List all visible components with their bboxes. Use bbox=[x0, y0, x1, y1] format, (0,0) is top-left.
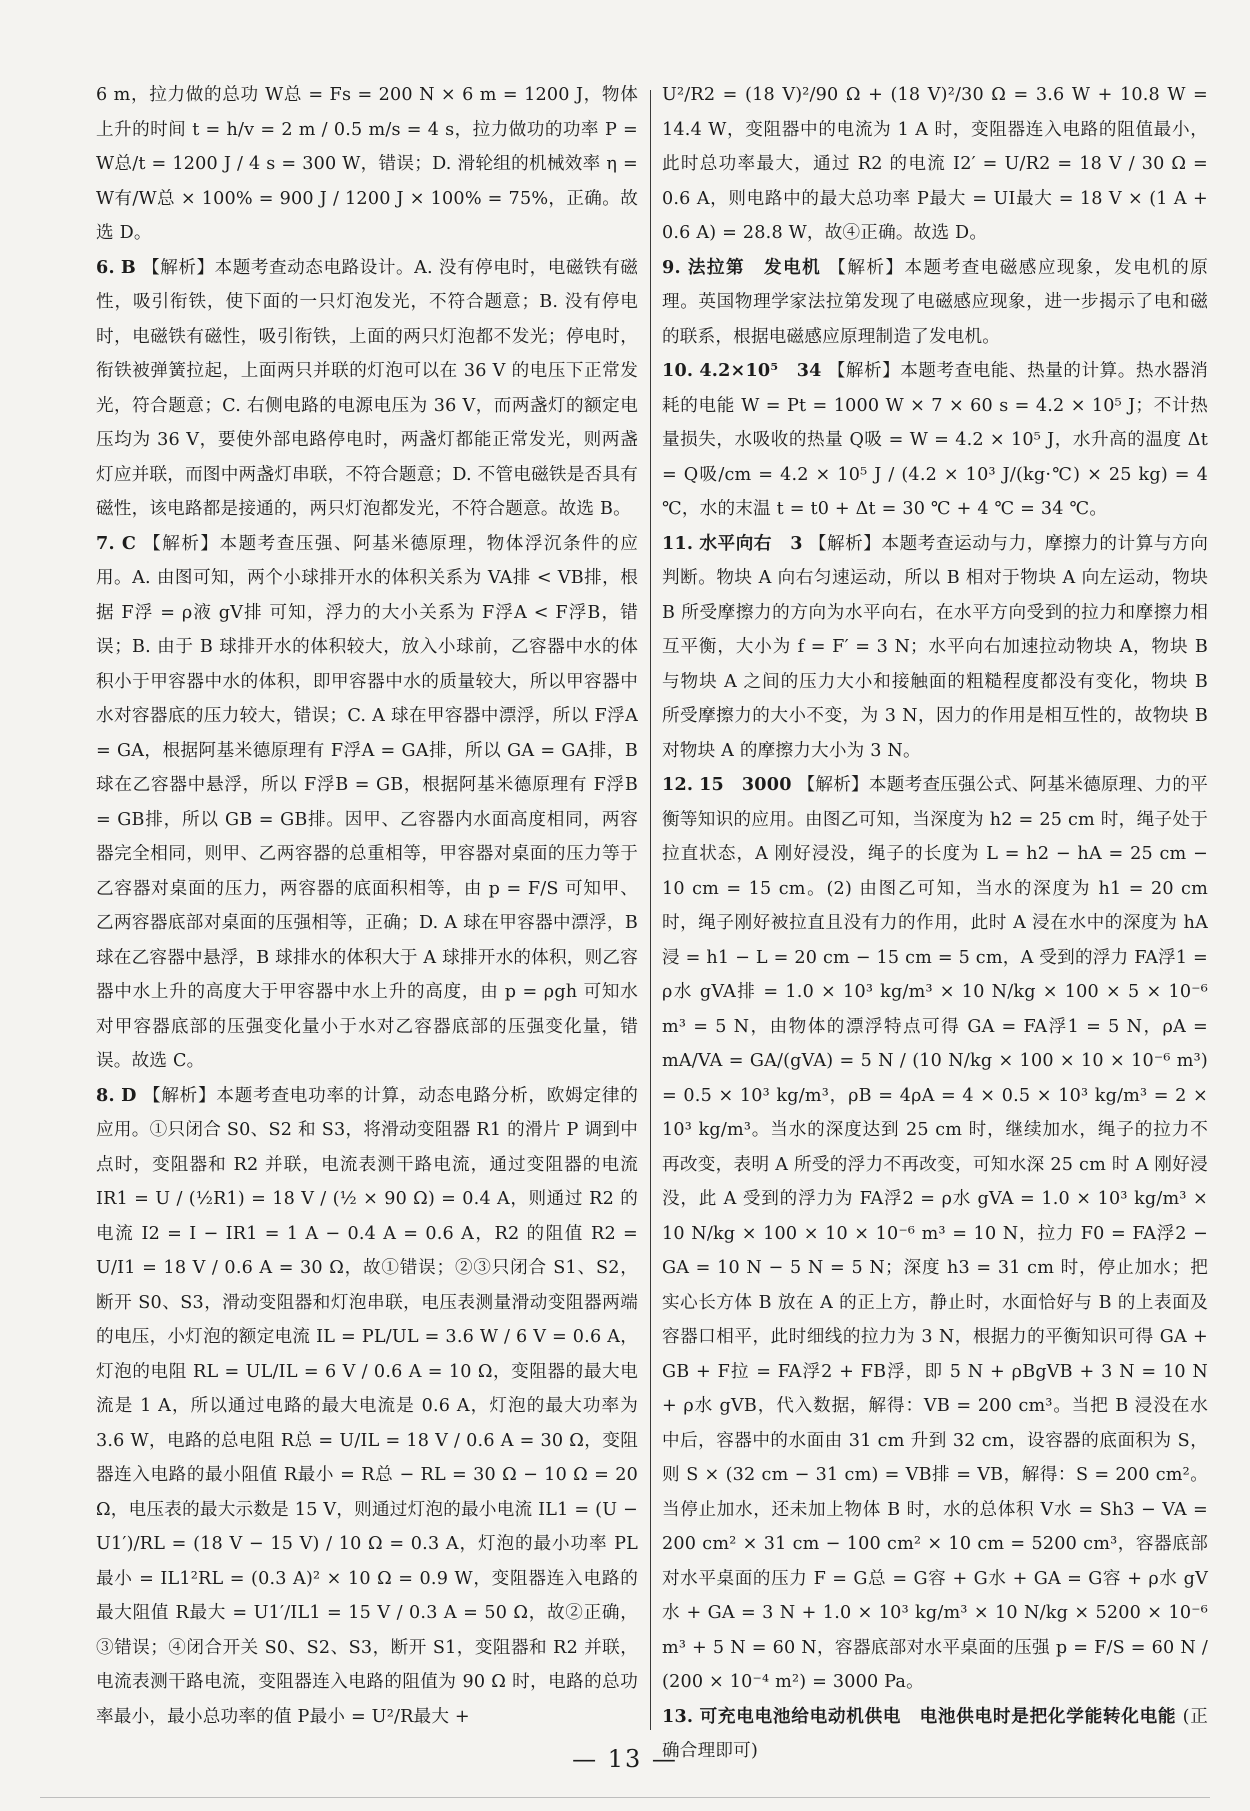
answer-item-7 bbox=[96, 527, 638, 1079]
right-column bbox=[662, 78, 1208, 1769]
answer-item-9 bbox=[662, 251, 1208, 355]
right-intro-paragraph: U²/R2 = (18 V)²/90 Ω + (18 V)²/30 Ω = 3.6 W + 10.8 W = 14.4 W，变阻器中的电流为 1 A 时，变阻器连入电路的阻值最小，此时总功率最大，通过 R2 的电流 I2′ = U/R2 = 18 V / 30 Ω = 0.6 A，则电路中的最大总功率 P最大 = UI最大 = 18 V × (1 A + 0.6 A) = 28.8 W，故④正确。故选 D。 bbox=[662, 85, 1208, 243]
item-explanation: (正确合理即可) bbox=[662, 1706, 1209, 1761]
item-answer: 4.2×10⁵ 34 bbox=[699, 360, 822, 381]
item-number: 12. bbox=[662, 774, 694, 795]
item-answer: 法拉第 发电机 bbox=[687, 256, 822, 278]
answer-item-6 bbox=[96, 251, 638, 527]
left-intro-paragraph: 6 m，拉力做的总功 W总 = Fs = 200 N × 6 m = 1200 J，物体上升的时间 t = h/v = 2 m / 0.5 m/s = 4 s，拉力做功的功率 P = W总/t = 1200 J / 4 s = 300 W，错误；D. 滑轮组的机械效率 η = W有/W总 × 100% = 900 J / 1200 J × 100% = 75%，正确。故选 D。 bbox=[96, 85, 638, 243]
answer-item-11 bbox=[662, 527, 1208, 769]
answer-item-12 bbox=[662, 768, 1208, 1700]
item-explanation: 【解析】本题考查压强、阿基米德原理，物体浮沉条件的应用。A. 由图可知，两个小球排开水的体积关系为 VA排 < VB排，根据 F浮 = ρ液 gV排 可知，浮力的大小关系为 F浮A < F浮B，错误；B. 由于 B 球排开水的体积较大，放入小球前，乙容器中水的体积小于甲容器中水的体积，即甲容器中水的质量较大，所以甲容器中水对容器底的压力较大，错误；C. A 球在甲容器中漂浮，所以 F浮A = GA，根据阿基米德原理有 F浮A = GA排，所以 GA = GA排，B 球在乙容器中悬浮，所以 F浮B = GB，根据阿基米德原理有 F浮B = GB排，所以 GB = GB排。因甲、乙容器内水面高度相同，两容器完全相同，则甲、乙两容器的总重相等，甲容器对桌面的压力等于乙容器对桌面的压力，两容器的底面积相等，由 p = F/S 可知甲、乙两容器底部对桌面的压强相等，正确；D. A 球在甲容器中漂浮，B 球在乙容器中悬浮，B 球排水的体积大于 A 球排开水的体积，则乙容器中水上升的高度大于甲容器中水上升的高度，由 p = ρgh 可知水对甲容器底部的压强变化量小于水对乙容器底部的压强变化量，错误。故选 C。 bbox=[96, 533, 639, 1071]
item-number: 10. bbox=[662, 360, 694, 381]
column-divider bbox=[650, 90, 651, 1730]
left-column bbox=[96, 78, 638, 1734]
item-explanation: 【解析】本题考查电磁感应现象，发电机的原理。英国物理学家法拉第发现了电磁感应现象，进一步揭示了电和磁的联系，根据电磁感应原理制造了发电机。 bbox=[662, 257, 1209, 347]
page-number: — 13 — bbox=[572, 1745, 678, 1773]
item-answer: 可充电电池给电动机供电 电池供电时是把化学能转化电能 bbox=[699, 1705, 1177, 1727]
answer-item-10 bbox=[662, 354, 1208, 527]
item-answer: B bbox=[120, 256, 136, 278]
item-explanation: 【解析】本题考查运动与力，摩擦力的计算与方向判断。物块 A 向右匀速运动，所以 B 相对于物块 A 向左运动，物块 B 所受摩擦力的方向为水平向右，在水平方向受到的拉力和摩擦力相互平衡，大小为 f = F′ = 3 N；水平向右加速拉动物块 A，物块 B 与物块 A 之间的压力大小和接触面的粗糙程度都没有变化，物块 B 所受摩擦力的大小不变，为 3 N，因力的作用是相互性的，故物块 B 对物块 A 的摩擦力大小为 3 N。 bbox=[662, 533, 1208, 761]
item-explanation: 【解析】本题考查压强公式、阿基米德原理、力的平衡等知识的应用。由图乙可知，当深度为 h2 = 25 cm 时，绳子处于拉直状态，A 刚好浸没，绳子的长度为 L = h2 − hA = 25 cm − 10 cm = 15 cm。(2) 由图乙可知，当水的深度为 h1 = 20 cm 时，绳子刚好被拉直且没有力的作用，此时 A 浸在水中的深度为 hA浸 = h1 − L = 20 cm − 15 cm = 5 cm，A 受到的浮力 FA浮1 = ρ水 gVA排 = 1.0 × 10³ kg/m³ × 10 N/kg × 100 × 5 × 10⁻⁶ m³ = 5 N，由物体的漂浮特点可得 GA = FA浮1 = 5 N，ρA = mA/VA = GA/(gVA) = 5 N / (10 N/kg × 100 × 10 × 10⁻⁶ m³) = 0.5 × 10³ kg/m³，ρB = 4ρA = 4 × 0.5 × 10³ kg/m³ = 2 × 10³ kg/m³。当水的深度达到 25 cm 时，继续加水，绳子的拉力不再改变，表明 A 所受的浮力不再改变，可知水深 25 cm 时 A 刚好浸没，此 A 受到的浮力为 FA浮2 = ρ水 gVA = 1.0 × 10³ kg/m³ × 10 N/kg × 100 × 10 × 10⁻⁶ m³ = 10 N，拉力 F0 = FA浮2 − GA = 10 N − 5 N = 5 N；深度 h3 = 31 cm 时，停止加水；把实心长方体 B 放在 A 的正上方，静止时，水面恰好与 B 的上表面及容器口相平，此时细线的拉力为 3 N，根据力的平衡知识可得 GA + GB + F拉 = FA浮2 + FB浮，即 5 N + ρBgVB + 3 N = 10 N + ρ水 gVB，代入数据，解得：VB = 200 cm³。当把 B 浸没在水中后，容器中的水面由 31 cm 升到 32 cm，设容器的底面积为 S，则 S × (32 cm − 31 cm) = VB排 = VB，解得：S = 200 cm²。当停止加水，还未加上物体 B 时，水的总体积 V水 = Sh3 − VA = 200 cm² × 31 cm − 100 cm² × 10 cm = 5200 cm³，容器底部对水平桌面的压力 F = G总 = G容 + G水 + GA = G容 + ρ水 gV水 + GA = 3 N + 1.0 × 10³ kg/m³ × 10 N/kg × 5200 × 10⁻⁶ m³ + 5 N = 60 N，容器底部对水平桌面的压强 p = F/S = 60 N / (200 × 10⁻⁴ m²) = 3000 Pa。 bbox=[662, 775, 1209, 1692]
item-number: 11. bbox=[662, 532, 694, 554]
item-answer: D bbox=[121, 1084, 137, 1106]
item-explanation: 【解析】本题考查动态电路设计。A. 没有停电时，电磁铁有磁性，吸引衔铁，使下面的一只灯泡发光，不符合题意；B. 没有停电时，电磁铁有磁性，吸引衔铁，上面的两只灯泡都不发光；停电时，衔铁被弹簧拉起，上面两只并联的灯泡可以在 36 V 的电压下正常发光，符合题意；C. 右侧电路的电源电压为 36 V，而两盏灯的额定电压均为 36 V，要使外部电路停电时，两盏灯都能正常发光，则两盏灯应并联，而图中两盏灯串联，不符合题意；D. 不管电磁铁是否具有磁性，该电路都是接通的，两只灯泡都发光，不符合题意。故选 B。 bbox=[96, 257, 639, 519]
bottom-rule bbox=[40, 1797, 1210, 1798]
item-number: 8. bbox=[96, 1084, 115, 1106]
item-answer: 15 3000 bbox=[699, 774, 792, 795]
item-number: 6. bbox=[96, 256, 115, 278]
item-explanation: 【解析】本题考查电能、热量的计算。热水器消耗的电能 W = Pt = 1000 W × 7 × 60 s = 4.2 × 10⁵ J；不计热量损失，水吸收的热量 Q吸 = W = 4.2 × 10⁵ J，水升高的温度 Δt = Q吸/cm = 4.2 × 10⁵ J / (4.2 × 10³ J/(kg·℃) × 25 kg) = 4 ℃，水的末温 t = t0 + Δt = 30 ℃ + 4 ℃ = 34 ℃。 bbox=[662, 361, 1208, 519]
item-number: 7. bbox=[96, 532, 115, 554]
item-explanation: 【解析】本题考查电功率的计算，动态电路分析，欧姆定律的应用。①只闭合 S0、S2 和 S3，将滑动变阻器 R1 的滑片 P 调到中点时，变阻器和 R2 并联，电流表测干路电流，通过变阻器的电流 IR1 = U / (½R1) = 18 V / (½ × 90 Ω) = 0.4 A，则通过 R2 的电流 I2 = I − IR1 = 1 A − 0.4 A = 0.6 A，R2 的阻值 R2 = U/I1 = 18 V / 0.6 A = 30 Ω，故①错误；②③只闭合 S1、S2，断开 S0、S3，滑动变阻器和灯泡串联，电压表测量滑动变阻器两端的电压，小灯泡的额定电流 IL = PL/UL = 3.6 W / 6 V = 0.6 A，灯泡的电阻 RL = UL/IL = 6 V / 0.6 A = 10 Ω，变阻器的最大电流是 1 A，所以通过电路的最大电流是 0.6 A，灯泡的最大功率为 3.6 W，电路的总电阻 R总 = U/IL = 18 V / 0.6 A = 30 Ω，变阻器连入电路的最小阻值 R最小 = R总 − RL = 30 Ω − 10 Ω = 20 Ω，电压表的最大示数是 15 V，则通过灯泡的最小电流 IL1 = (U − U1′)/RL = (18 V − 15 V) / 10 Ω = 0.3 A，灯泡的最小功率 PL最小 = IL1²RL = (0.3 A)² × 10 Ω = 0.9 W，变阻器连入电路的最大阻值 R最大 = U1′/IL1 = 15 V / 0.3 A = 50 Ω，故②正确，③错误；④闭合开关 S0、S2、S3，断开 S1，变阻器和 R2 并联，电流表测干路电流，变阻器连入电路的阻值为 90 Ω 时，电路的总功率最小，最小总功率的值 P最小 = U²/R最大 + bbox=[96, 1085, 638, 1727]
item-number: 13. bbox=[662, 1705, 694, 1727]
item-answer: 水平向右 3 bbox=[699, 532, 803, 554]
item-answer: C bbox=[121, 532, 137, 554]
item-number: 9. bbox=[662, 256, 681, 278]
answer-item-8 bbox=[96, 1079, 638, 1735]
